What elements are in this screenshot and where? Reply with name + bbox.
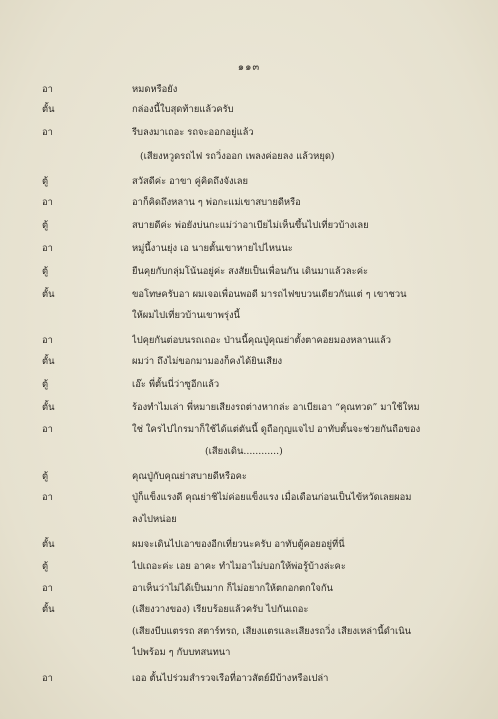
script-line — [0, 643, 498, 663]
speaker-name: อา — [42, 673, 53, 684]
script-line — [0, 172, 498, 192]
speaker-name: อา — [42, 243, 53, 254]
script-line — [0, 442, 498, 462]
dialogue-text: ลงไปหน่อย — [132, 514, 177, 525]
dialogue-text: ไปเถอะค่ะ เอย อาคะ ทำไมอาไม่บอกให้พ่อรู้บ้างล่ะคะ — [132, 561, 346, 572]
script-line — [0, 285, 498, 305]
dialogue-text: อาก็คิดถึงหลาน ๆ พ่อกะแม่เขาสบายดีหรือ — [132, 197, 301, 208]
speaker-name: ตู้ — [42, 471, 49, 482]
dialogue-text: ไปพร้อม ๆ กับบทสนทนา — [132, 647, 231, 658]
script-line — [0, 579, 498, 599]
speaker-name: ตั้น — [42, 539, 55, 550]
dialogue-text: อาเห็นว่าไม่ได้เป็นมาก ก็ไม่อยากให้ตกอกตกใจกัน — [132, 583, 333, 594]
speaker-name: ตั้น — [42, 356, 55, 367]
dialogue-text: ปู่ก็แข็งแรงดี คุณย่าชิไม่ค่อยแข็งแรง เมื่อเดือนก่อนเป็นไข้หวัดเลยผอม — [132, 492, 412, 503]
script-line — [0, 262, 498, 282]
dialogue-text: สบายดีค่ะ พ่อยังบ่นกะแม่ว่าอาเบียไม่เห็นขึ้นไปเที่ยวบ้างเลย — [132, 220, 369, 231]
speaker-name: อา — [42, 492, 53, 503]
script-line — [0, 352, 498, 372]
dialogue-text: ใช่ ใครไปไกรมาก็ใช้ได้แต่ตันนี้ ดูถือกุญแจไป อาทับตั้นจะช่วยกันถือของ — [132, 424, 421, 435]
script-line — [0, 100, 498, 120]
dialogue-text: หมู่นี้งานยุ่ง เอ นายตั้นเขาหายไปไหนนะ — [132, 243, 293, 254]
page-number: ๑๑๓ — [237, 62, 261, 73]
dialogue-text: หมดหรือยัง — [132, 84, 178, 95]
dialogue-text: ผมจะเดินไปเอาของอีกเที่ยวนะครับ อาทับตู้คอยอยู่ที่นี่ — [132, 539, 345, 550]
dialogue-text: ยืนคุยกับกลุ่มโน้นอยู่ค่ะ สงสัยเป็นเพื่อนกัน เดินมาแล้วละค่ะ — [132, 266, 369, 277]
dialogue-text: (เสียงหวูดรถไฟ รถวิ่งออก เพลงค่อยลง แล้วหยุด) — [140, 151, 335, 162]
dialogue-text: รีบลงมาเถอะ รถจะออกอยู่แล้ว — [132, 127, 254, 138]
script-line — [0, 375, 498, 395]
dialogue-text: เออ ตั้นไปร่วมสำรวจเรือที่อาวสัตย์มีบ้างหรือเปล่า — [132, 673, 329, 684]
dialogue-text: ไปคุยกันต่อบนรถเถอะ ป่านนี้คุณปู่คุณย่าตั้งตาคอยมองหลานแล้ว — [132, 335, 391, 346]
speaker-name: อา — [42, 197, 53, 208]
speaker-name: ตู้ — [42, 379, 49, 390]
script-line — [0, 510, 498, 530]
speaker-name: ตั้น — [42, 402, 55, 413]
dialogue-text: (เสียงวางของ) เรียบร้อยแล้วครับ ไปกันเถอะ — [132, 604, 309, 615]
speaker-name: อา — [42, 583, 53, 594]
script-line — [0, 557, 498, 577]
dialogue-text: ขอโทษครับอา ผมเจอเพื่อนพอดี มารถไฟขบวนเดียวกันแต่ ๆ เขาชวน — [132, 289, 407, 300]
speaker-name: ตู้ — [42, 266, 49, 277]
speaker-name: ตั้น — [42, 104, 55, 115]
speaker-name: ตั้น — [42, 604, 55, 615]
script-line — [0, 147, 498, 167]
script-line — [0, 600, 498, 620]
script-line — [0, 306, 498, 326]
speaker-name: อา — [42, 84, 53, 95]
script-line — [0, 488, 498, 508]
dialogue-text: ร้องทำไมเล่า พี่หมายเสียงรถต่างหากล่ะ อาเบียเอา “คุณทวด” มาใช้ใหม — [132, 402, 420, 413]
speaker-name: ตู้ — [42, 561, 49, 572]
dialogue-text: ให้ผมไปเที่ยวบ้านเขาพรุ่งนี้ — [132, 310, 240, 321]
script-line — [0, 669, 498, 689]
speaker-name: ตั้น — [42, 289, 55, 300]
dialogue-text: ผมว่า ถึงไม่ขอกมามองก็คงได้ยินเสียง — [132, 356, 283, 367]
script-line — [0, 193, 498, 213]
speaker-name: อา — [42, 127, 53, 138]
speaker-name: อา — [42, 424, 53, 435]
dialogue-text: คุณปู่กับคุณย่าสบายดีหรือคะ — [132, 471, 247, 482]
script-line — [0, 123, 498, 143]
dialogue-text: สวัสดีค่ะ อาขา คู่คิดถึงจังเลย — [132, 176, 249, 187]
dialogue-text: กล่องนี้ใบสุดท้ายแล้วครับ — [132, 104, 234, 115]
script-line — [0, 80, 498, 100]
script-line — [0, 622, 498, 642]
script-line — [0, 467, 498, 487]
script-line — [0, 216, 498, 236]
script-line — [0, 398, 498, 418]
script-line — [0, 535, 498, 555]
dialogue-text: เอ๊ะ พี่ตั้นนี่ว่าซูอีกแล้ว — [132, 379, 220, 390]
dialogue-text: (เสียงบีบแตรรถ สตาร์ทรถ, เสียงแตรและเสียงรถวิ่ง เสียงเหล่านี้ดำเนิน — [132, 626, 412, 637]
speaker-name: ตู้ — [42, 176, 49, 187]
speaker-name: ตู้ — [42, 220, 49, 231]
dialogue-text: (เสียงเดิน............) — [205, 446, 283, 457]
speaker-name: อา — [42, 335, 53, 346]
script-line — [0, 420, 498, 440]
script-line — [0, 239, 498, 259]
script-line — [0, 331, 498, 351]
